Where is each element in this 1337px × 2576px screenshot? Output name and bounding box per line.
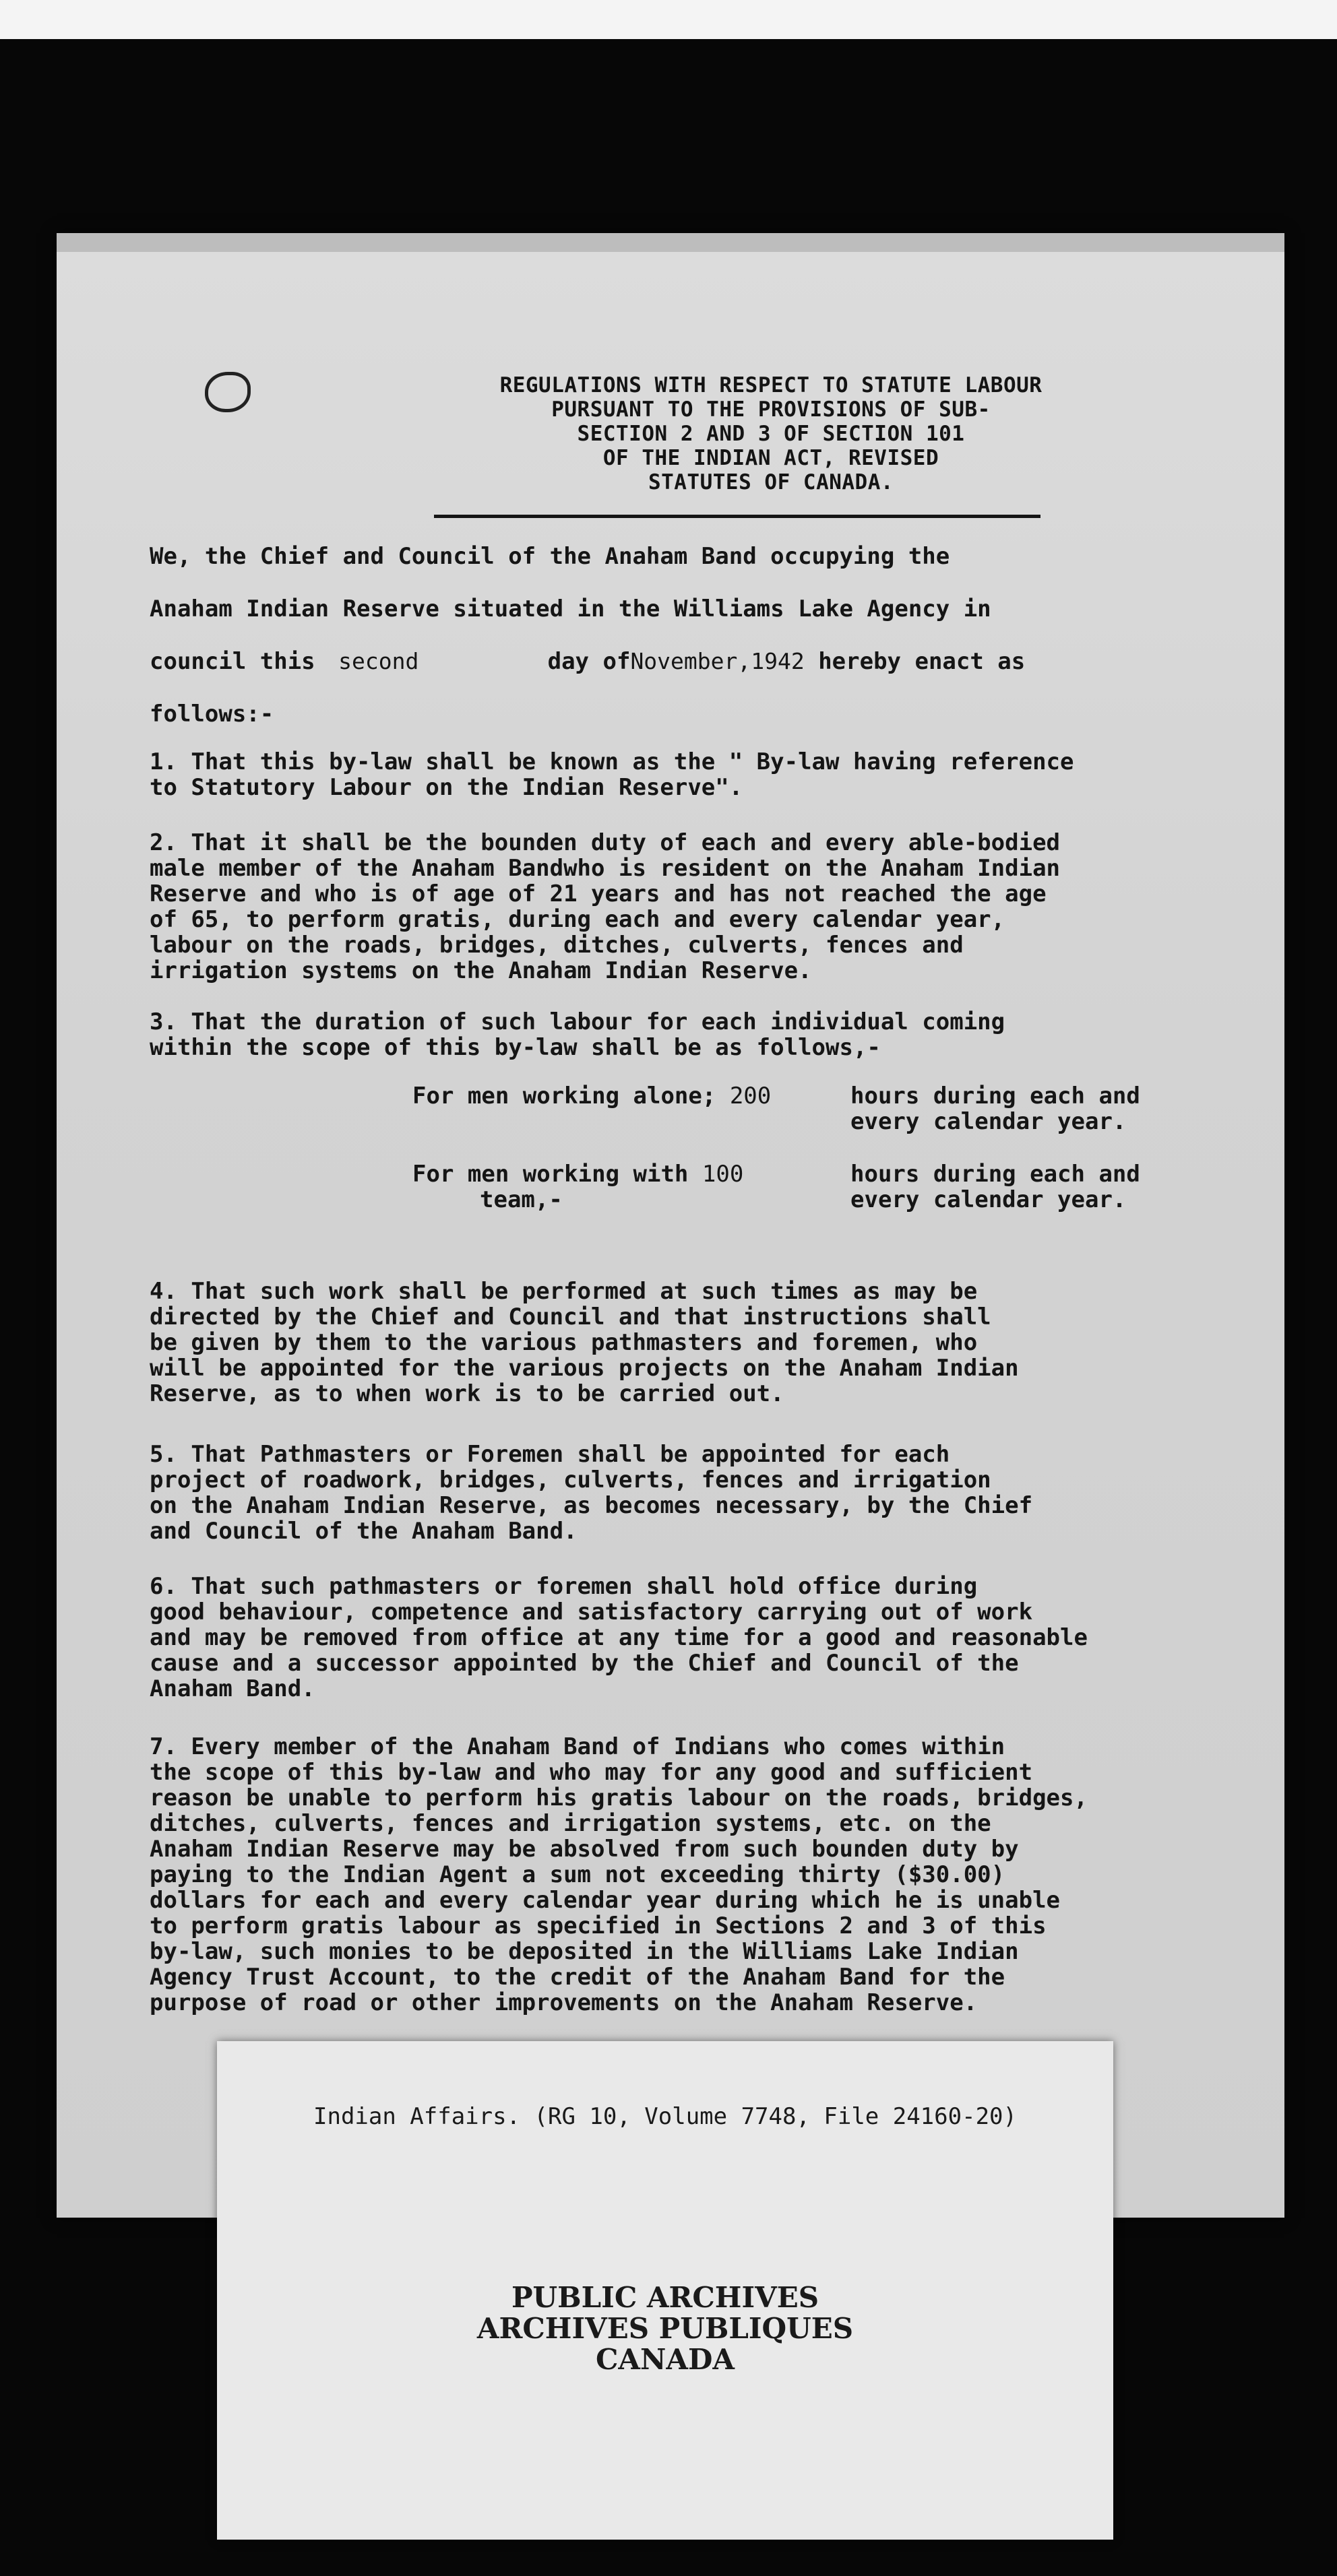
paragraph-1: 1. That this by-law shall be known as the " By-law having reference to Statutory Labour on the Indian Reserve".: [150, 748, 1074, 801]
handwritten-mark: [205, 372, 251, 412]
paragraph-2: 2. That it shall be the bounden duty of each and every able-bodied male member of the Anaham Bandwho is resident on the Anaham Indian Reserve and who is of age of 21 years and has not reached the age of 65, to perform gratis, during each and every calendar year, labour on the roads, bridges, ditches, culverts, fences and irrigation systems on the Anaham Indian Reserve.: [150, 829, 1061, 984]
page-top-edge: [57, 233, 1284, 252]
title-line: STATUTES OF CANADA.: [648, 470, 894, 494]
intro-line-3: [150, 648, 1025, 675]
paragraph-4: 4. That such work shall be performed at such times as may be directed by the Chief and Council and that instructions shall be given by them to the various pathmasters and foremen, who will be appointed for the various projects on the Anaham Indian Reserve, as to when work is to be carried out.: [150, 1278, 1019, 1407]
title-line: REGULATIONS WITH RESPECT TO STATUTE LABOUR: [499, 373, 1043, 397]
title-line: OF THE INDIAN ACT, REVISED: [602, 446, 939, 470]
paragraph-5: 5. That Pathmasters or Foremen shall be appointed for each project of roadwork, bridges, culverts, fences and irrigation on the Anaham Indian Reserve, as becomes necessary, by the Chief and Council of the Anaham Band.: [150, 1441, 1033, 1545]
intro-line-4: follows:-: [150, 701, 274, 728]
scan-top-margin: [0, 0, 1337, 39]
hours-alone-label-text: For men working alone;: [412, 1083, 716, 1109]
paragraph-7: 7. Every member of the Anaham Band of Indians who comes within the scope of this by-law and who may for any good and sufficient reason be unable to perform his gratis labour on the roads, bridges, ditches, culverts, fences and irrigation systems, etc. on the Anaham Indian Reserve may be absolved from such bounden duty by paying to the Indian Agent a sum not exceeding thirty ($30.00) dollars for each and every calendar year during which he is unable to perform gratis labour as specified in Sections 2 and 3 of this by-law, such monies to be deposited in the Williams Lake Indian Agency Trust Account, to the credit of the Anaham Band for the purpose of road or other improvements on the Anaham Reserve.: [150, 1733, 1088, 2016]
stamp-line: CANADA: [595, 2343, 735, 2376]
hours-team-label-2: team,-: [480, 1186, 563, 1213]
stamp-line: PUBLIC ARCHIVES: [511, 2281, 819, 2314]
hours-team-label-text: For men working with: [412, 1161, 689, 1188]
intro-line-2: Anaham Indian Reserve situated in the Williams Lake Agency in: [150, 595, 991, 622]
title-line: SECTION 2 AND 3 OF SECTION 101: [577, 422, 965, 446]
hours-alone-desc: hours during each and every calendar year.: [850, 1083, 1140, 1135]
paragraph-3: 3. That the duration of such labour for each individual coming within the scope of this by-law shall be as follows,-: [150, 1008, 1005, 1061]
hours-team-label: [412, 1161, 884, 1213]
archive-label: [217, 2041, 1113, 2540]
paragraph-6: 6. That such pathmasters or foremen shall hold office during good behaviour, competence and satisfactory carrying out of work and may be removed from office at any time for a good and reasonable cause and a successor appointed by the Chief and Council of the Anaham Band.: [150, 1573, 1088, 1702]
stamp-line: ARCHIVES PUBLIQUES: [476, 2312, 854, 2345]
hours-alone-label: [412, 1083, 884, 1109]
hours-team-value: 100: [702, 1161, 744, 1188]
hours-alone-value: 200: [729, 1083, 772, 1109]
archive-stamp: [217, 2282, 1113, 2375]
title-underline: [434, 515, 1040, 518]
date-field: November,1942: [630, 648, 805, 674]
document-page: [57, 233, 1284, 2218]
document-title: [407, 373, 1135, 494]
intro-council-text: council this: [150, 648, 315, 675]
hours-team-desc: hours during each and every calendar year.: [850, 1161, 1140, 1213]
intro-day-of-text: day of: [547, 648, 631, 675]
day-field: second: [338, 648, 419, 674]
archive-citation: Indian Affairs. (RG 10, Volume 7748, File 24160-20): [313, 2103, 1017, 2130]
title-line: PURSUANT TO THE PROVISIONS OF SUB-: [551, 397, 991, 422]
intro-line-1: We, the Chief and Council of the Anaham Band occupying the: [150, 543, 950, 570]
intro-enact-text: hereby enact as: [818, 648, 1026, 675]
